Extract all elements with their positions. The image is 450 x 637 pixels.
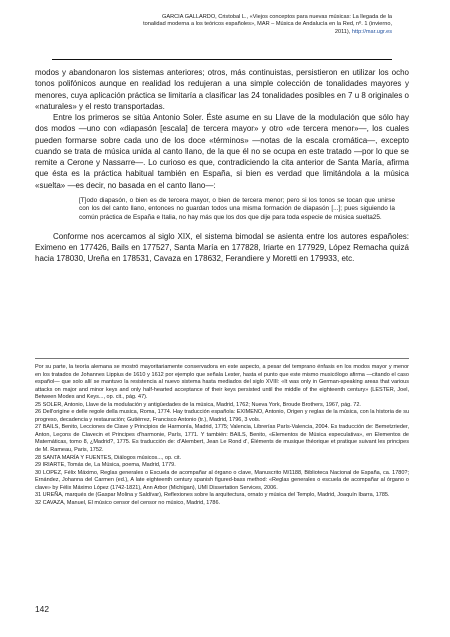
header-citation-line-1: GARCIA GALLARDO, Cristobal L., «Viejos conceptos para nuevas músicas: La llegada de la — [162, 14, 392, 20]
page-number: 142 — [35, 604, 49, 614]
footnote-28: 28 SANTA MARÍA Y FUENTES, Diálogos músicos..., op. cit. — [35, 454, 182, 461]
header-citation-line-3: 2011), http://mar.ugr.es — [334, 28, 392, 35]
footnote-30: 30 LOPEZ, Félix Máximo, Reglas generales o Escuela de acompañar al órgano o clave, Manuscrito M/1188, Biblioteca Nacional de España, ca. 1780?; Ernández, Johanna del Carmen (ed.), A late eighteenth century spanish figured-bass method: «Reglas generales o escuela de acompañar al órgano o clave» by Félix Máximo López (1742-1821), Ann Arbor (Michigan), UMI Dissertation Services, 2006. — [35, 469, 409, 491]
body-paragraph-2: Entre los primeros se sitúa Antonio Soler. Éste asume en su Llave de la modulación que sólo hay dos modos —uno con «diapasón [escala] de tercera mayor» y otro «de tercera menor»—, los cuales pueden formarse sobre cada uno de los doce «términos» —notas de la escala cromática—, excepto cuando se trata de música unida al canto llano, de la que él no se ocupa en este tratado —por lo que se remite a Cerone y Nassarre—. Lo curioso es que, contradiciendo la cita anterior de Santa María, afirma que ésta es la práctica habitual también en España, si bien es verdad que limitándola a la música «suelta» —es decir, no basada en el canto llano—: — [35, 113, 409, 190]
main-text — [35, 67, 409, 264]
footnote-25: 25 SOLER, Antonio, Llave de la modulación y antigüedades de la música, Madrid, 1762; Nueva York, Broude Brothers, 1967, pág. 72. — [35, 401, 361, 408]
footnote-26: 26 Dell'origine e delle regole della musica, Roma, 1774. Hay traducción española: EXIMENO, Antonio, Origen y reglas de la música, con la historia de su progreso, decadencia y restauración; Gutiérrez, Francisco Antonio (tr.), Madrid, 1796, 3 vols. — [35, 409, 409, 423]
header-rule — [52, 59, 392, 60]
footnote-32: 32 CAVAZA, Manuel, El músico censor del censor no músico, Madrid, 1786. — [35, 499, 221, 506]
body-paragraph-3: Conforme nos acercamos al siglo XIX, el sistema bimodal se asienta entre los autores españoles: Eximeno en 177426, Bails en 177527, Santa María en 177828, Iriarte en 177929, López Remacha quizá hacia 178030, Ureña en 178531, Cavaza en 178632, Ferandiere y Moretti en 179933, etc. — [35, 231, 409, 264]
block-quote: [T]odo diapasón, o bien es de tercera mayor, o bien de tercera menor; pero si los tonos se tocan que unirse con los del canto llano, entonces no guardan todos una misma formación de diapasón [...]; pues siguiendo la común práctica de España e Italia, no hay más que los dos que dije para toda especie de música suelta25. — [79, 196, 395, 221]
running-header — [52, 14, 392, 36]
footnote-29: 29 IRIARTE, Tomás de, La Música, poema, Madrid, 1779. — [35, 462, 176, 469]
footnotes — [35, 364, 409, 507]
journal-url-link[interactable]: http://mar.ugr.es — [351, 28, 392, 35]
footnote-31: 31 UREÑA, marqués de (Gaspar Molina y Saldívar), Reflexiones sobre la arquitectura, ornato y música del Templo, Madrid, Joaquín Ibarra, 1785. — [35, 492, 390, 499]
footnote-continuation: Por su parte, la teoría alemana se mostró mayoritariamente conservadora en este aspecto, a pesar del temprano énfasis en los modos mayor y menor en los tratados de Johannes Lippius de 1610 y 1612 por ejemplo que señala Lester, hasta el punto que este mismo musicólogo afirma —citando el caso español— que solo allí se mantuvo la resistencia al nuevo sistema hasta mediados del siglo XVIII: «It was only in German-speaking areas that various attacks on major and minor keys and only half-hearted acceptance of their keys persisted until the middle of the eighteenth century» (LESTER, Joel, Between Modes and Keys..., op. cit., pág. 47). — [35, 364, 409, 401]
footnote-rule — [35, 358, 409, 359]
body-paragraph-1: modos y abandonaron los sistemas anteriores; otros, más continuistas, persistieron en utilizar los ocho tonos polifónicos aunque en realidad los redujeran a una simple colección de tonalidades mayores y menores, cuya aplicación práctica se limitaría a clasificar las 24 tonalidades posibles en 7 u 8 originales o «naturales» y el resto transportadas. — [35, 68, 409, 111]
header-citation-line-2: tonalidad moderna a los teóricos españoles», MAR – Música de Andalucía en la Red, nº. 1 (invierno, — [143, 21, 392, 28]
footnote-27: 27 BAILS, Benito, Lecciones de Clave y Principios de Harmonía, Madrid, 1775; Valencia, Librerías París-Valencia, 2004. Es traducción de: Bemetzrieder, Anton, Leçons de Clavecin et Principes d'harmonie, París, 1771. Y también: BAILS, Benito, «Elementos de Música especulativa», en Elementos de Matemáticas, tomo 8, ¿Madrid?, 1775. Es traducción de: d'Alembert, Jean Le Rond d', Éléments de musique théorique et pratique suivant les principes de M. Rameau, Paris, 1752. — [35, 424, 409, 454]
